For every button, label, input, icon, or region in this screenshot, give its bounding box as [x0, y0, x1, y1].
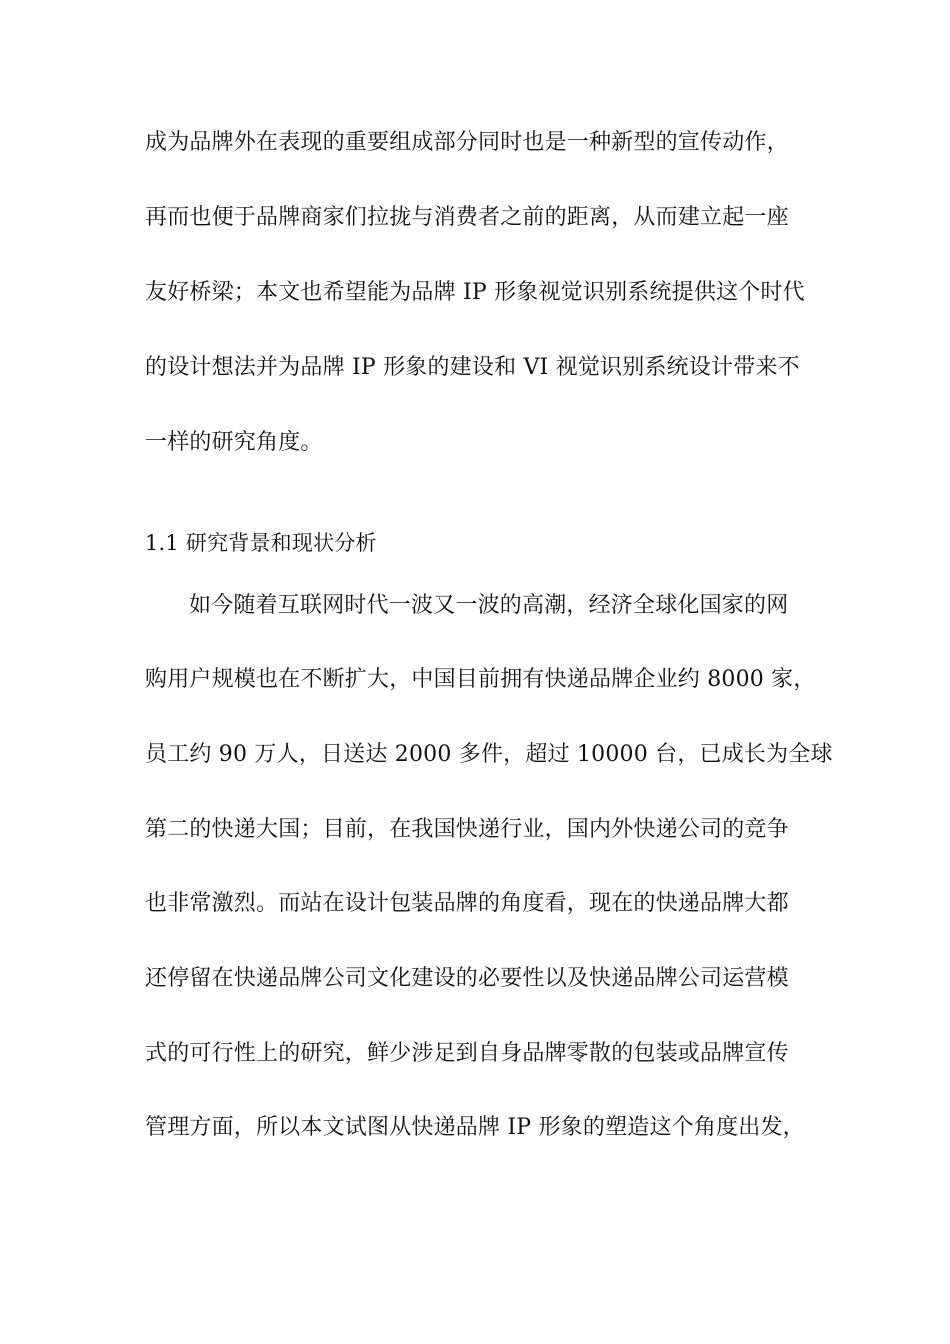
paragraph-line: 的设计想法并为品牌 IP 形象的建设和 VI 视觉识别系统设计带来不 [145, 355, 800, 380]
paragraph-line: 员工约 90 万人，日送达 2000 多件，超过 10000 台，已成长为全球 [145, 742, 833, 767]
paragraph-line: 如今随着互联网时代一波又一波的高潮，经济全球化国家的网 [189, 593, 789, 618]
paragraph-line: 成为品牌外在表现的重要组成部分同时也是一种新型的宣传动作， [145, 130, 789, 155]
paragraph-line: 第二的快递大国；目前，在我国快递行业，国内外快递公司的竞争 [145, 817, 789, 842]
paragraph-line: 一样的研究角度。 [145, 430, 323, 455]
paragraph-line: 管理方面，所以本文试图从快递品牌 IP 形象的塑造这个角度出发， [145, 1115, 805, 1140]
paragraph-line: 购用户规模也在不断扩大，中国目前拥有快递品牌企业约 8000 家， [145, 667, 816, 692]
paragraph-line: 再而也便于品牌商家们拉拢与消费者之前的距离，从而建立起一座 [145, 205, 789, 230]
paragraph-line: 友好桥梁；本文也希望能为品牌 IP 形象视觉识别系统提供这个时代 [145, 280, 805, 305]
paragraph-line: 式的可行性上的研究，鲜少涉足到自身品牌零散的包装或品牌宣传 [145, 1041, 789, 1066]
section-heading: 1.1 研究背景和现状分析 [145, 531, 377, 555]
paragraph-line: 还停留在快递品牌公司文化建设的必要性以及快递品牌公司运营模 [145, 966, 789, 991]
paragraph-line: 也非常激烈。而站在设计包装品牌的角度看，现在的快递品牌大都 [145, 891, 789, 916]
